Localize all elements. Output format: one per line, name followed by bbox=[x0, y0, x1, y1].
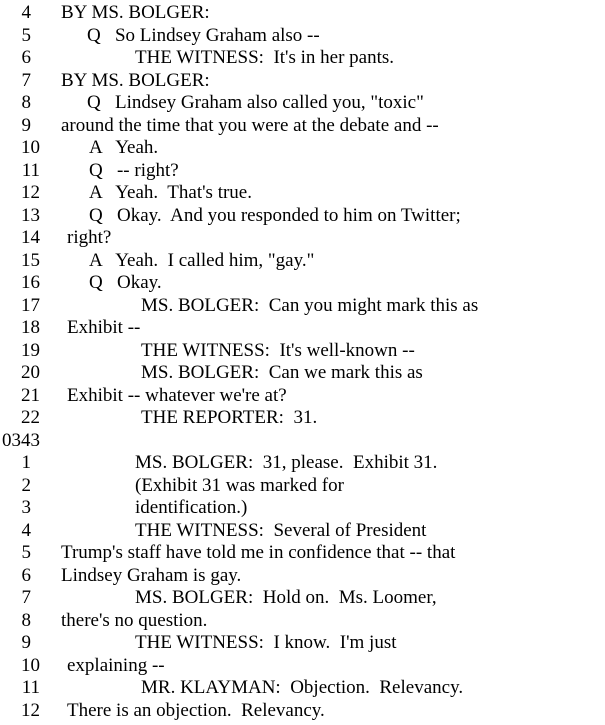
page-number: 0343 bbox=[2, 429, 40, 451]
line-number: 14 bbox=[21, 227, 40, 248]
line-text: Trump's staff have told me in confidence that -- that bbox=[61, 542, 456, 563]
line-text: Q Okay. bbox=[89, 272, 162, 293]
line-text: A Yeah. I called him, "gay." bbox=[89, 249, 315, 271]
line-number: 13 bbox=[21, 204, 40, 226]
line-text: identification.) bbox=[135, 497, 248, 518]
line-text: A Yeah. bbox=[89, 137, 159, 158]
line-number: 1 bbox=[21, 452, 31, 473]
line-text: Lindsey Graham is gay. bbox=[61, 564, 242, 586]
line-number: 9 bbox=[21, 632, 31, 653]
line-text: (Exhibit 31 was marked for bbox=[135, 474, 344, 496]
line-number: 2 bbox=[21, 474, 31, 496]
line-number: 22 bbox=[21, 407, 40, 428]
line-text: explaining -- bbox=[67, 654, 165, 676]
line-text: MS. BOLGER: 31, please. Exhibit 31. bbox=[135, 452, 438, 473]
line-text: Exhibit -- bbox=[67, 317, 141, 338]
line-number: 18 bbox=[21, 317, 40, 338]
line-number: 19 bbox=[21, 339, 40, 361]
line-text: there's no question. bbox=[61, 609, 208, 631]
line-number: 21 bbox=[21, 384, 40, 406]
line-number: 9 bbox=[21, 114, 31, 136]
line-number: 12 bbox=[21, 699, 40, 721]
line-text: Q -- right? bbox=[89, 159, 179, 181]
line-number: 6 bbox=[21, 564, 31, 586]
line-number: 10 bbox=[21, 137, 40, 158]
line-text: A Yeah. That's true. bbox=[89, 182, 252, 203]
line-text: THE REPORTER: 31. bbox=[141, 407, 318, 428]
line-number: 5 bbox=[21, 542, 31, 563]
line-number: 7 bbox=[21, 69, 31, 91]
line-text: THE WITNESS: Several of President bbox=[135, 519, 427, 541]
line-text: There is an objection. Relevancy. bbox=[67, 699, 325, 721]
line-text: THE WITNESS: I know. I'm just bbox=[135, 632, 397, 653]
line-number: 17 bbox=[21, 294, 40, 316]
line-number: 16 bbox=[21, 272, 40, 293]
line-text: MS. BOLGER: Can you might mark this as bbox=[141, 294, 479, 316]
line-text: Exhibit -- whatever we're at? bbox=[67, 384, 287, 406]
line-number: 8 bbox=[21, 609, 31, 631]
line-number: 11 bbox=[21, 159, 40, 181]
line-number: 20 bbox=[21, 362, 40, 383]
line-number: 4 bbox=[21, 2, 31, 23]
line-number: 5 bbox=[21, 24, 31, 46]
line-text: MS. BOLGER: Hold on. Ms. Loomer, bbox=[135, 587, 437, 608]
line-text: BY MS. BOLGER: bbox=[61, 69, 210, 91]
line-text: BY MS. BOLGER: bbox=[61, 2, 210, 23]
line-number: 6 bbox=[21, 47, 31, 68]
line-text: Q So Lindsey Graham also -- bbox=[87, 24, 320, 46]
line-text: around the time that you were at the debate and -- bbox=[61, 114, 439, 136]
line-number: 15 bbox=[21, 249, 40, 271]
line-number: 8 bbox=[21, 92, 31, 113]
line-number: 4 bbox=[21, 519, 31, 541]
line-number: 3 bbox=[21, 497, 31, 518]
line-text: THE WITNESS: It's well-known -- bbox=[141, 339, 415, 361]
line-number: 11 bbox=[21, 677, 40, 698]
line-text: MR. KLAYMAN: Objection. Relevancy. bbox=[141, 677, 464, 698]
line-text: Q Okay. And you responded to him on Twitter; bbox=[89, 204, 461, 226]
line-text: right? bbox=[67, 227, 112, 248]
line-text: THE WITNESS: It's in her pants. bbox=[135, 47, 395, 68]
line-text: MS. BOLGER: Can we mark this as bbox=[141, 362, 423, 383]
line-number: 7 bbox=[21, 587, 31, 608]
line-number: 12 bbox=[21, 182, 40, 203]
line-number: 10 bbox=[21, 654, 40, 676]
line-text: Q Lindsey Graham also called you, "toxic" bbox=[87, 92, 424, 113]
